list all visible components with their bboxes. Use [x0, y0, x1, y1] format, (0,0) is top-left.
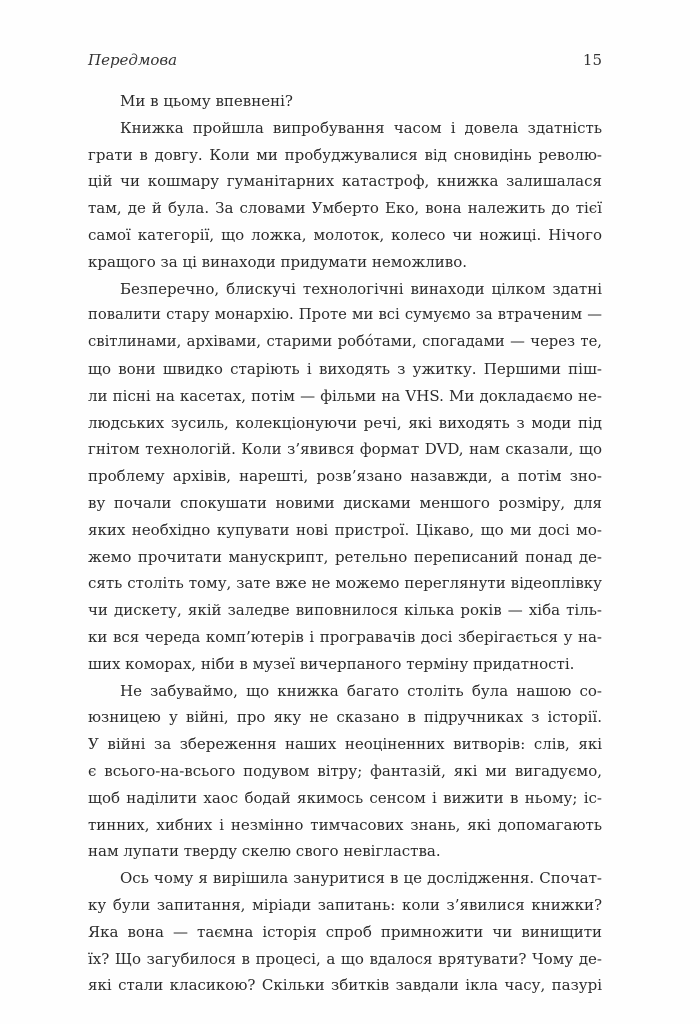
text-line: кращого за ці винаходи придумати неможливо. — [88, 252, 468, 271]
text-line: ву почали спокушати новими дисками меншого розміру, для — [88, 493, 602, 512]
text-line: ку були запитання, міріади запитань: коли з’явилися книжки? — [88, 895, 602, 914]
text-line: ших коморах, ніби в музеї вичерпаного терміну придатності. — [88, 654, 575, 673]
text-line: які стали класикою? Скільки збитків завдали ікла часу, пазурі — [88, 976, 602, 995]
text-line: Не забуваймо, що книжка багато століть була нашою со- — [120, 681, 602, 700]
text-line: повалити стару монархію. Проте ми всі сумуємо за втраченим — — [88, 306, 602, 324]
text-line: Книжка пройшла випробування часом і довела здатність — [120, 118, 602, 137]
text-line: є всього-на-всього подувом вітру; фантазій, які ми вигадуємо, — [88, 761, 602, 780]
text-line: самої категорії, що ложка, молоток, колесо чи ножиці. Нічого — [88, 225, 602, 244]
text-line: світлинами, архівами, старими робóтами, спогадами — через те, — [88, 333, 602, 351]
text-line: сять століть тому, зате вже не можемо переглянути відеоплівку — [88, 574, 602, 593]
text-line: ли пісні на касетах, потім — фільми на VHS. Ми докладаємо не- — [88, 386, 602, 405]
page-body — [88, 88, 602, 999]
running-header — [88, 51, 602, 69]
text-line: проблему архівів, нарешті, розв’язано назавжди, а потім зно- — [88, 467, 602, 486]
text-line: щоб наділити хаос бодай якимось сенсом і вижити в ньому; іс- — [88, 788, 602, 807]
text-line: У війні за збереження наших неоціненних витворів: слів, які — [88, 735, 602, 754]
text-line: тинних, хибних і незмінно тимчасових знань, які допомагають — [88, 815, 602, 834]
text-line: ки вся череда комп’ютерів і програвачів досі зберігається у на- — [88, 627, 602, 646]
text-line: людських зусиль, колекціонуючи речі, які виходять з моди під — [88, 413, 602, 432]
text-line: юзницею у війні, про яку не сказано в підручниках з історії. — [88, 708, 602, 727]
text-line: гнітом технологій. Коли з’явився формат DVD, нам сказали, що — [88, 440, 602, 459]
text-line: Ось чому я вирішила зануритися в це дослідження. Спочат- — [120, 869, 602, 888]
page-number: 15 — [582, 51, 602, 69]
text-line: їх? Що загубилося в процесі, а що вдалося врятувати? Чому де- — [88, 949, 602, 968]
text-line: жемо прочитати манускрипт, ретельно переписаний понад де- — [88, 547, 602, 566]
text-line: там, де й була. За словами Умберто Еко, вона належить до тієї — [88, 199, 602, 218]
text-line: цій чи кошмару гуманітарних катастроф, книжка залишалася — [88, 172, 602, 191]
text-line: яких необхідно купувати нові пристрої. Цікаво, що ми досі мо- — [88, 520, 602, 539]
text-line: грати в довгу. Коли ми пробуджувалися від сновидінь револю- — [88, 145, 602, 164]
text-line: що вони швидко старіють і виходять з ужитку. Першими піш- — [88, 359, 602, 378]
chapter-title: Передмова — [88, 51, 178, 69]
text-line: Безперечно, блискучі технологічні винаходи цілком здатні — [120, 279, 602, 298]
text-line: Яка вона — таємна історія спроб примножити чи винищити — [88, 922, 602, 941]
text-line: нам лупати тверду скелю свого невігластва. — [88, 842, 441, 861]
text-line: Ми в цьому впевнені? — [120, 92, 293, 110]
text-line: чи дискету, якій заледве виповнилося кілька років — хіба тіль- — [88, 601, 602, 620]
